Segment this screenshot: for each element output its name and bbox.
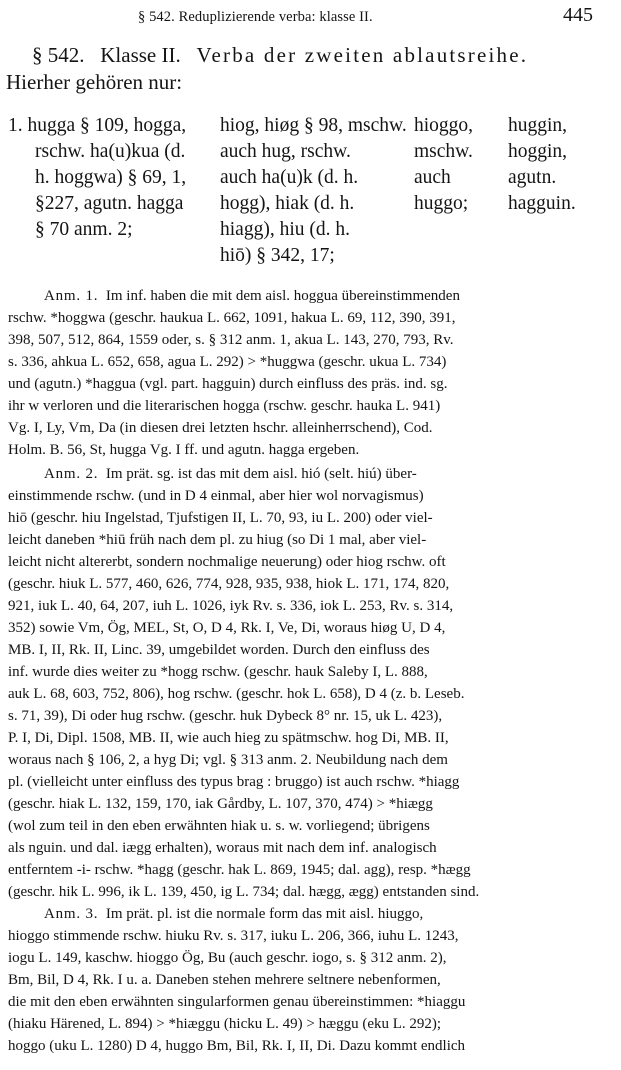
text-line: 352) sowie Vm, Ög, MEL, St, O, D 4, Rk. I, Ve, Di, woraus hiøg U, D 4, <box>8 620 446 636</box>
text-line: MB. I, II, Rk. II, Linc. 39, umgebildet worden. Durch den einfluss des <box>8 642 430 658</box>
section-heading <box>6 42 606 96</box>
table-cell: hiog, hiøg § 98, mschw. <box>220 115 407 136</box>
text-line: (geschr. hik L. 996, ik L. 139, 450, ig L. 734; dal. hægg, ægg) entstanden sind. <box>8 884 480 900</box>
table-cell: § 70 anm. 2; <box>35 219 133 240</box>
text-line: die mit den eben erwähnten singularformen genau übereinstimmen: *hiaggu <box>8 994 466 1010</box>
anm-label: Anm. 1. <box>44 288 99 304</box>
text-line: s. 71, 39), Di oder hug rschw. (geschr. huk Dybeck 8° nr. 15, uk L. 423), <box>8 708 443 724</box>
text-line: (geschr. hiak L. 132, 159, 170, iak Gårdby, L. 107, 370, 474) > *hiægg <box>8 796 433 812</box>
table-cell: mschw. <box>414 141 473 162</box>
text-line: pl. (vielleicht unter einfluss des typus brag : bruggo) ist auch rschw. *hiagg <box>8 774 460 790</box>
text-line: hoggo (uku L. 1280) D 4, huggo Bm, Bil, Rk. I, II, Di. Dazu kommt endlich <box>8 1038 466 1054</box>
text-line: leicht daneben *hiū früh nach dem pl. zu hiug (so Di 1 mal, aber viel- <box>8 532 427 548</box>
text-line: Im prät. pl. ist die normale form das mit aisl. hiuggo, <box>105 906 424 922</box>
table-cell: hogg), hiak (d. h. <box>220 193 355 214</box>
table-cell: rschw. ha(u)kua (d. <box>35 141 186 162</box>
table-cell: hoggin, <box>508 141 568 162</box>
table-cell: §227, agutn. hagga <box>35 193 184 214</box>
table-cell: auch ha(u)k (d. h. <box>220 167 359 188</box>
table-cell: auch hug, rschw. <box>220 141 351 162</box>
text-line: woraus nach § 106, 2, a hyg Di; vgl. § 313 anm. 2. Neubildung nach dem <box>8 752 448 768</box>
page-number: 445 <box>563 4 593 26</box>
col-infinitive <box>8 113 186 243</box>
text-line: Vg. I, Ly, Vm, Da (in diesen drei letzten hschr. alleinherrschend), Cod. <box>8 420 433 436</box>
text-line: Holm. B. 56, St, hugga Vg. I ff. und agutn. hagga ergeben. <box>8 442 360 458</box>
table-cell: huggo; <box>414 193 469 214</box>
anm-label: Anm. 2. <box>44 466 99 482</box>
text-line: Im inf. haben die mit dem aisl. hoggua übereinstimmenden <box>105 288 460 304</box>
table-cell: hiō) § 342, 17; <box>220 245 335 266</box>
text-line: einstimmende rschw. (und in D 4 einmal, aber hier wol norvagismus) <box>8 488 424 504</box>
text-line: Im prät. sg. ist das mit dem aisl. hió (selt. hiú) über- <box>105 466 417 482</box>
table-cell: auch <box>414 167 451 188</box>
table-cell: hioggo, <box>414 115 474 136</box>
text-line: 921, iuk L. 40, 64, 207, iuh L. 1026, iyk Rv. s. 336, iok L. 253, Rv. s. 314, <box>8 598 454 614</box>
table-cell: h. hoggwa) § 69, 1, <box>35 167 187 188</box>
table-cell: 1. hugga § 109, hogga, <box>8 115 187 136</box>
text-line: leicht nicht altererbt, sondern nochmalige neuerung) oder hiog rschw. oft <box>8 554 446 570</box>
text-line: (geschr. hiuk L. 577, 460, 626, 774, 928, 935, 938, hiok L. 171, 174, 820, <box>8 576 450 592</box>
table-cell: agutn. <box>508 167 557 188</box>
section-intro: Hierher gehören nur: <box>6 70 183 94</box>
text-line: rschw. *hoggwa (geschr. haukua L. 662, 1091, hakua L. 69, 112, 390, 391, <box>8 310 456 326</box>
section-klasse: Klasse II. <box>100 43 181 67</box>
running-head-title: § 542. Reduplizierende verba: klasse II. <box>138 9 373 25</box>
col-preterite-pl <box>414 113 473 217</box>
text-line: ihr w verloren und die literarischen hogga (rschw. geschr. hauka L. 941) <box>8 398 441 414</box>
text-line: hioggo stimmende rschw. hiuku Rv. s. 317, iuku L. 206, 366, iuhu L. 1243, <box>8 928 459 944</box>
anm-label: Anm. 3. <box>44 906 99 922</box>
table-cell: hagguin. <box>508 193 576 214</box>
col-preterite-sg <box>220 113 407 269</box>
text-line: und (agutn.) *haggua (vgl. part. hagguin) durch einfluss des präs. ind. sg. <box>8 376 448 392</box>
text-line: entferntem -i- rschw. *hagg (geschr. hak L. 869, 1945; dal. agg), resp. *hægg <box>8 862 471 878</box>
text-line: P. I, Di, Dipl. 1508, MB. II, wie auch hieg zu spätmschw. hog Di, MB. II, <box>8 730 449 746</box>
text-line: (wol zum teil in den eben erwähnten hiak u. s. w. vorliegend; übrigens <box>8 818 430 834</box>
anmerkung-3 <box>8 903 596 1057</box>
text-line: iogu L. 149, kaschw. hioggo Ög, Bu (auch geschr. iogo, s. § 312 anm. 2), <box>8 950 447 966</box>
text-line: als nguin. und dal. iægg erhalten), woraus mit nach dem inf. analogisch <box>8 840 437 856</box>
section-number: § 542. <box>32 43 85 67</box>
anmerkung-2 <box>8 463 596 903</box>
text-line: auk L. 68, 603, 752, 806), hog rschw. (geschr. hok L. 658), D 4 (z. b. Leseb. <box>8 686 465 702</box>
text-line: hiō (geschr. hiu Ingelstad, Tjufstigen II, L. 70, 93, iu L. 200) oder viel- <box>8 510 433 526</box>
running-head <box>0 4 621 28</box>
anmerkung-1 <box>8 285 596 461</box>
text-line: inf. wurde dies weiter zu *hogg rschw. (geschr. hauk Saleby I, L. 888, <box>8 664 428 680</box>
table-cell: hiagg), hiu (d. h. <box>220 219 350 240</box>
text-line: Bm, Bil, D 4, Rk. I u. a. Daneben stehen mehrere seltnere nebenformen, <box>8 972 441 988</box>
col-participle <box>508 113 576 217</box>
section-title: Verba der zweiten ablautsreihe. <box>196 43 529 67</box>
text-line: s. 336, ahkua L. 652, 658, agua L. 292) > *huggwa (geschr. ukua L. 734) <box>8 354 447 370</box>
text-line: 398, 507, 512, 864, 1559 oder, s. § 312 anm. 1, akua L. 143, 270, 793, Rv. <box>8 332 454 348</box>
table-cell: huggin, <box>508 115 568 136</box>
text-line: (hiaku Härened, L. 894) > *hiæggu (hicku L. 49) > hæggu (eku L. 292); <box>8 1016 442 1032</box>
